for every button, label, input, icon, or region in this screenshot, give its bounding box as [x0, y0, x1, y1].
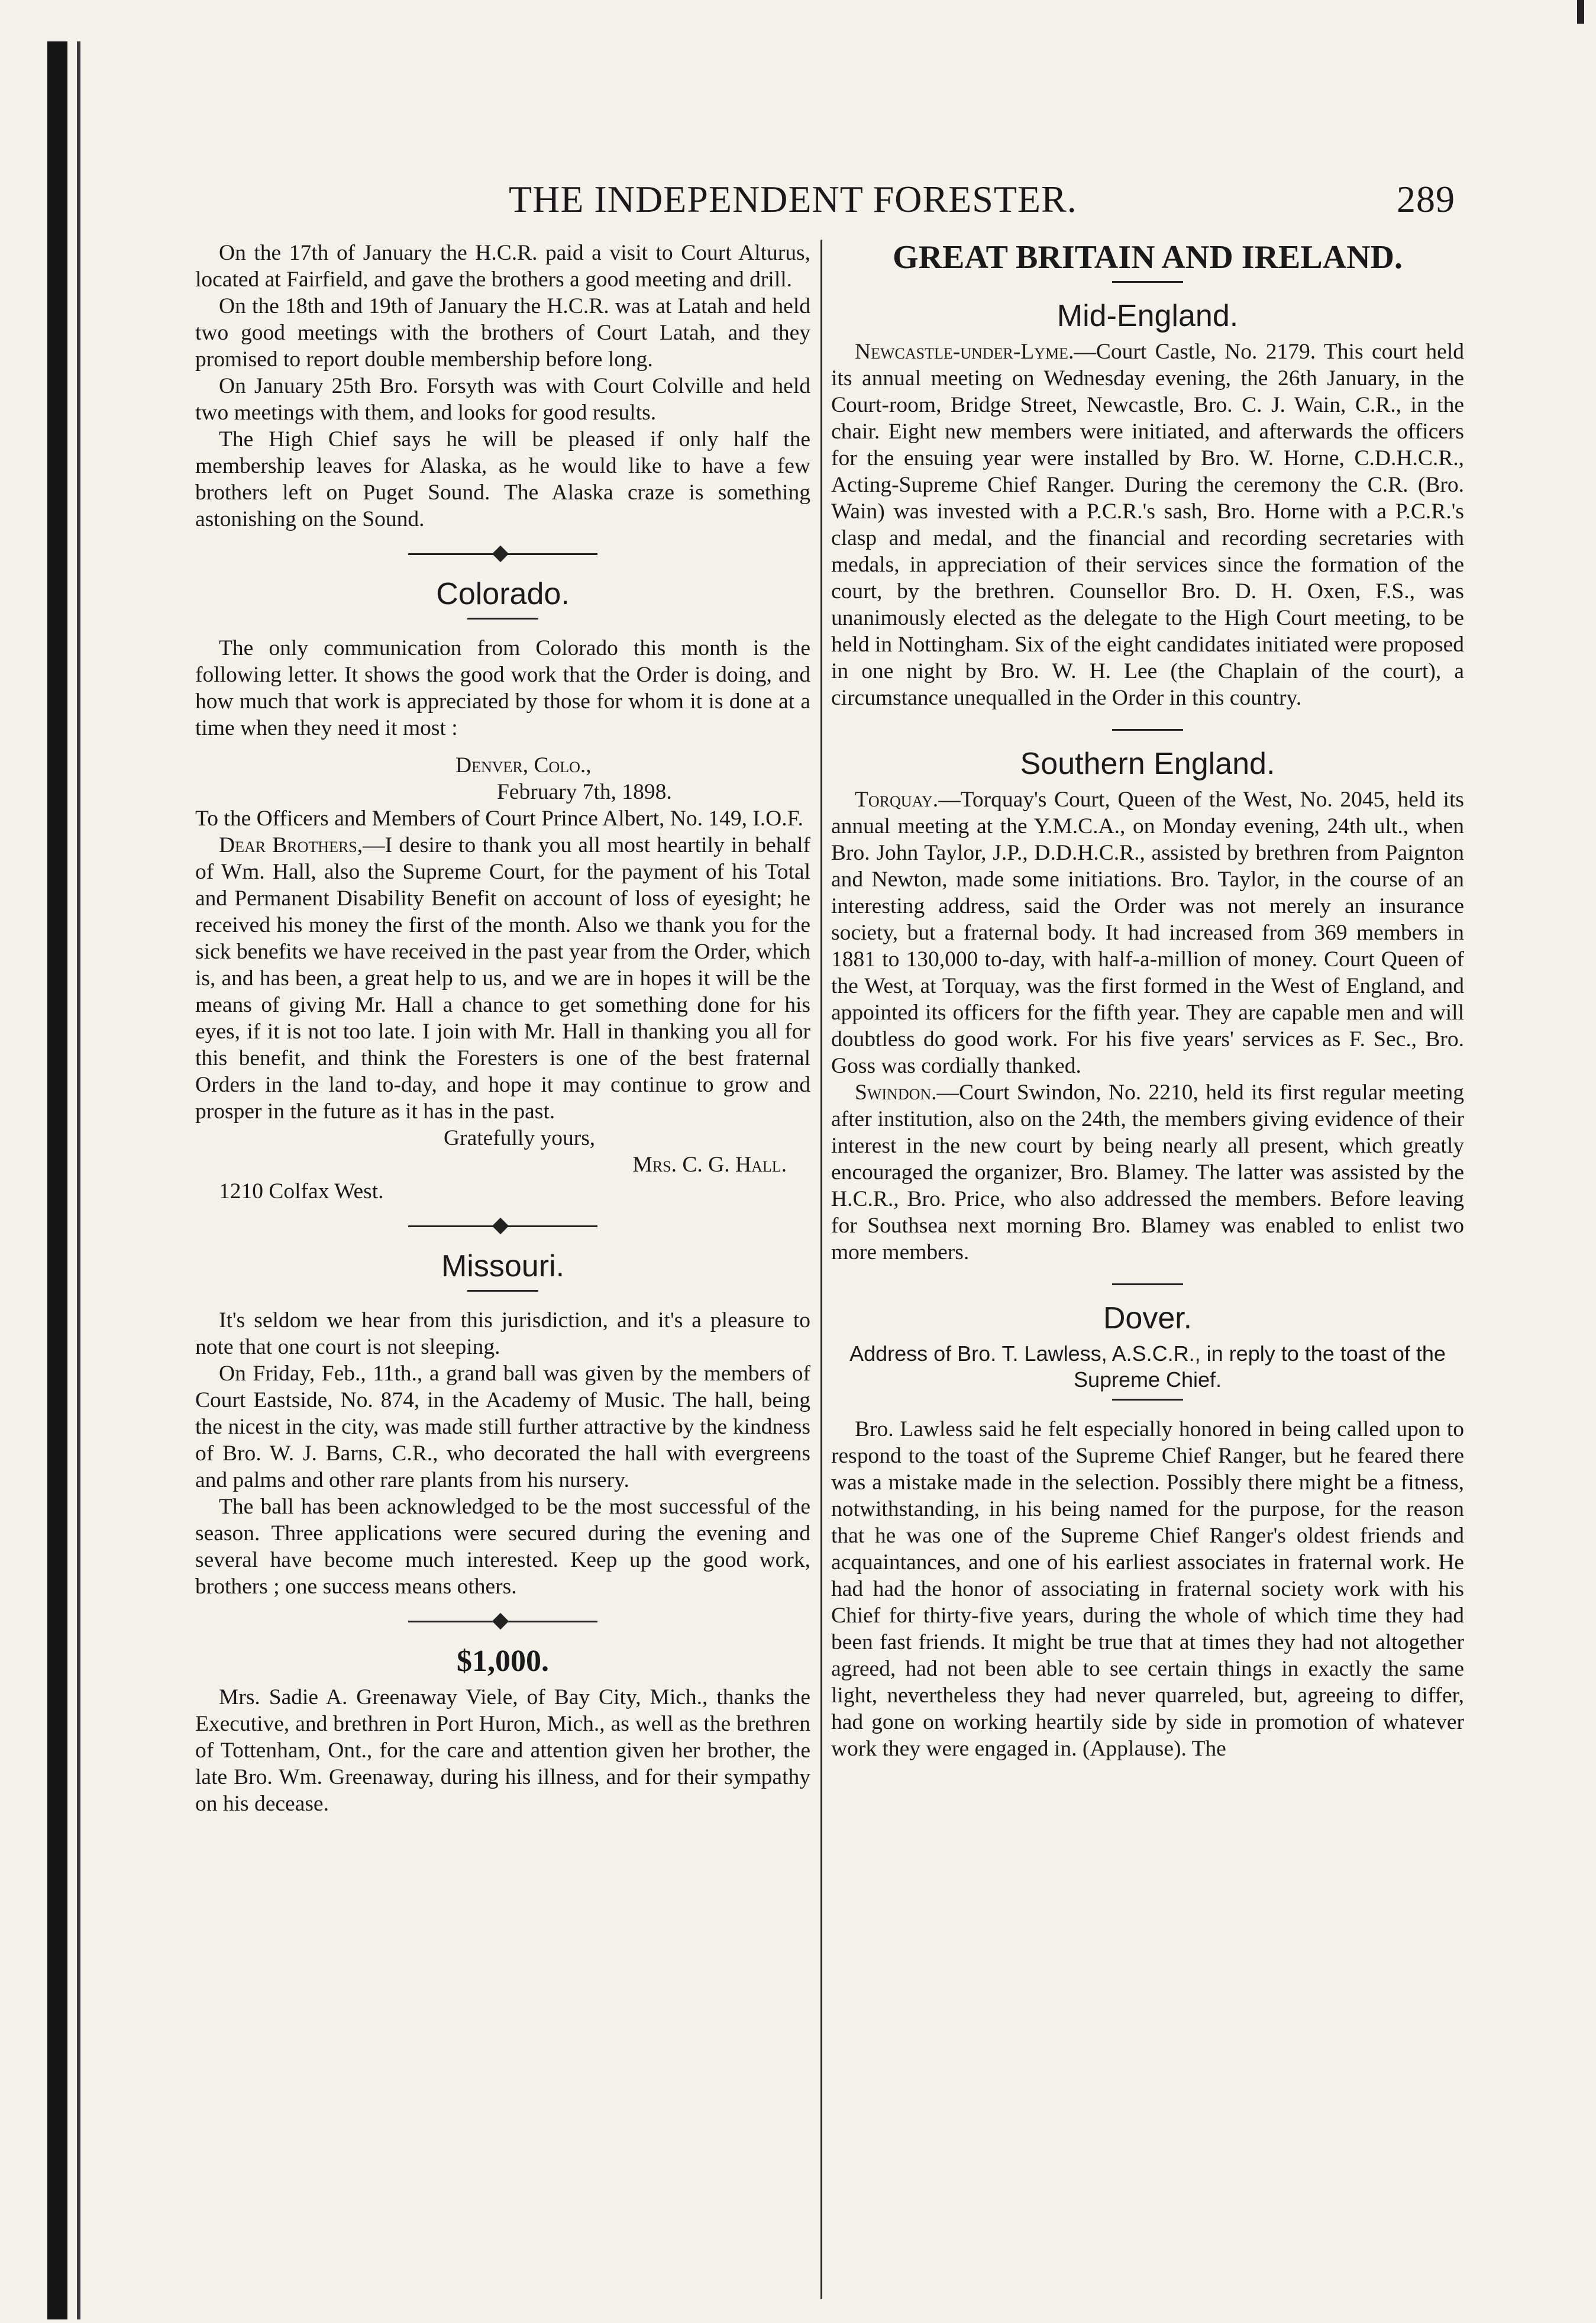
missouri-heading: Missouri.: [441, 1249, 565, 1283]
running-head: [509, 178, 1455, 231]
missouri-paragraph: On Friday, Feb., 11th., a grand ball was given by the members of Court Eastside, No. 874, in the Academy of Music. The hall, being the nicest in the city, was made still further attractive by the kindness of Bro. W. J. Barns, C.R., who decorated the hall with evergreens and palms and other rare plants from his nursery.: [195, 1361, 810, 1492]
section-ornament: [408, 1615, 597, 1627]
section-ornament: [408, 548, 597, 560]
intro-paragraph: On January 25th Bro. Forsyth was with Court Colville and held two meetings with them, and looks for good results.: [195, 374, 810, 425]
thousand-paragraph: Mrs. Sadie A. Greenaway Viele, of Bay City, Mich., thanks the Executive, and brethren in Port Huron, Mich., as well as the brethren of Tottenham, Ont., for the care and attention given her brother, the late Bro. Wm. Greenaway, during his illness, and for their sympathy on his decease.: [195, 1685, 810, 1816]
sender-address: 1210 Colfax West.: [219, 1179, 384, 1204]
left-column: [195, 240, 810, 1817]
letter-place: Denver, Colo.,: [455, 753, 592, 777]
paragraph-lead: Newcastle-under-Lyme.: [855, 340, 1074, 364]
heading-rule: [467, 1290, 538, 1292]
mid-england-heading: Mid-England.: [1057, 299, 1239, 333]
letter-salutation: Dear Brothers,: [219, 833, 363, 857]
letter-signature: Mrs. C. G. Hall.: [632, 1153, 787, 1177]
letter-signature-block: [195, 1125, 810, 1205]
thousand-heading: $1,000.: [457, 1644, 549, 1678]
letter-address: To the Officers and Members of Court Prince Albert, No. 149, I.O.F.: [195, 806, 803, 831]
right-column: [831, 240, 1464, 1762]
heading-rule: [467, 618, 538, 620]
dover-paragraph: Bro. Lawless said he felt especially honored in being called upon to respond to the toast of the Supreme Chief Ranger, but he feared there was a mistake made in the selection. Possibly there might be a fitness, notwithstanding, in his being named for the purpose, for the reason that he was one of the Supreme Chief Ranger's oldest friends and acquaintances, and one of his earliest associates in fraternal work. He had had the honor of associating in fraternal society work with his Chief for thirty-five years, during the whole of which time they had been fast friends. It might be true that at times they had not altogether agreed, had not been able to see certain things in exactly the same light, nevertheless they had never quarreled, but, agreeing to differ, had gone on working heartily side by side in promotion of whatever work they were engaged in. (Applause). The: [831, 1417, 1464, 1761]
section-rule: [1112, 729, 1183, 731]
colorado-heading: Colorado.: [436, 577, 570, 611]
missouri-paragraph: It's seldom we hear from this jurisdiction, and it's a pleasure to note that one court is not sleeping.: [195, 1308, 810, 1359]
main-heading: GREAT BRITAIN AND IRELAND.: [893, 239, 1403, 276]
journal-title: THE INDEPENDENT FORESTER.: [509, 178, 1077, 220]
letter-date: February 7th, 1898.: [497, 780, 672, 804]
dover-subheading: Address of Bro. T. Lawless, A.S.C.R., in reply to the toast of the Supreme Chief.: [849, 1341, 1446, 1392]
heading-rule: [1112, 281, 1183, 283]
dover-heading: Dover.: [1103, 1301, 1193, 1335]
paragraph-lead: Swindon.: [855, 1080, 937, 1105]
binding-edge-line: [77, 41, 80, 2319]
missouri-paragraph: The ball has been acknowledged to be the most successful of the season. Three applications were secured during the evening and several have become much interested. Keep up the good work, brothers ; one success means others.: [195, 1495, 810, 1599]
letter-body: Dear Brothers,—I desire to thank you all most heartily in behalf of Wm. Hall, also the Supreme Court, for the payment of his Total and Permanent Disability Benefit on account of loss of eyesight; he received his money the first of the month. Also we thank you for the sick benefits we have received in the past year from the Order, which is, and has been, a great help to us, and we are in hopes it will be the means of giving Mr. Hall a chance to get something done for his eyes, if it is not too late. I join with Mr. Hall in thanking you all for this benefit, and think the Foresters is one of the best fraternal Orders in the land to-day, and hope it may continue to grow and prosper in the future as it has in the past.: [195, 833, 810, 1124]
intro-paragraph: The High Chief says he will be pleased if only half the membership leaves for Alaska, as he would like to have a few brothers left on Puget Sound. The Alaska craze is something astonishing on the Sound.: [195, 427, 810, 531]
intro-paragraph: On the 17th of January the H.C.R. paid a visit to Court Alturus, located at Fairfield, and gave the brothers a good meeting and drill.: [195, 241, 810, 292]
southern-england-heading: Southern England.: [1020, 747, 1275, 781]
intro-paragraph: On the 18th and 19th of January the H.C.R. was at Latah and held two good meetings with the brothers of Court Latah, and they promised to report double membership before long.: [195, 294, 810, 372]
heading-rule: [1112, 1399, 1183, 1401]
swindon-paragraph: Swindon.—Court Swindon, No. 2210, held its first regular meeting after institution, also on the 24th, the members giving evidence of their interest in the new court by being nearly all present, which greatly encouraged the organizer, Bro. Blamey. The latter was assisted by the H.C.R., Bro. Price, who also addressed the members. Before leaving for Southsea next morning Bro. Blamey was enabled to enlist two more members.: [831, 1080, 1464, 1264]
torquay-paragraph: Torquay.—Torquay's Court, Queen of the West, No. 2045, held its annual meeting at the Y.M.C.A., on Monday evening, 24th ult., when Bro. John Taylor, J.P., D.D.H.C.R., assisted by brethren from Paignton and Newton, made some initiations. Bro. Taylor, in the course of an interesting address, said the Order was not merely an insurance society, but a fraternal body. It had increased from 369 members in 1881 to 130,000 to-day, with half-a-million of money. Court Queen of the West, at Torquay, was the first formed in the West of England, and appointed its officers for the fifth year. They are capable men and will doubtless do good work. For his five years' services as F. Sec., Bro. Goss was cordially thanked.: [831, 788, 1464, 1078]
paragraph-lead: Torquay.: [855, 788, 939, 812]
corner-mark: [1577, 0, 1584, 24]
page-number: 289: [1397, 178, 1455, 220]
column-rule: [820, 240, 822, 2299]
section-ornament: [408, 1220, 597, 1232]
mid-england-paragraph: Newcastle-under-Lyme.—Court Castle, No. 2179. This court held its annual meeting on Wednesday evening, the 26th January, in the Court-room, Bridge Street, Newcastle, Bro. C. J. Wain, C.R., in the chair. Eight new members were initiated, and afterwards the officers for the ensuing year were installed by Bro. W. Horne, C.D.H.C.R., Acting-Supreme Chief Ranger. During the ceremony the C.R. (Bro. Wain) was invested with a P.C.R.'s sash, Bro. Horne with a P.C.R.'s clasp and medal, and the financial and recording secretaries with medals, in appreciation of their services since the formation of the court, by the brethren. Counsellor Bro. D. H. Oxen, F.S., was unanimously elected as the delegate to the High Court meeting, to be held in Nottingham. Six of the eight candidates initiated were proposed in one night by Bro. W. H. Lee (the Chaplain of the court), a circumstance unequalled in the Order in this country.: [831, 340, 1464, 710]
colorado-intro: The only communication from Colorado this month is the following letter. It shows the good work that the Order is doing, and how much that work is appreciated by those for whom it is done at a time when they need it most :: [195, 636, 810, 740]
section-rule: [1112, 1283, 1183, 1285]
binding-edge: [47, 41, 67, 2319]
letter-closing: Gratefully yours,: [444, 1126, 596, 1150]
